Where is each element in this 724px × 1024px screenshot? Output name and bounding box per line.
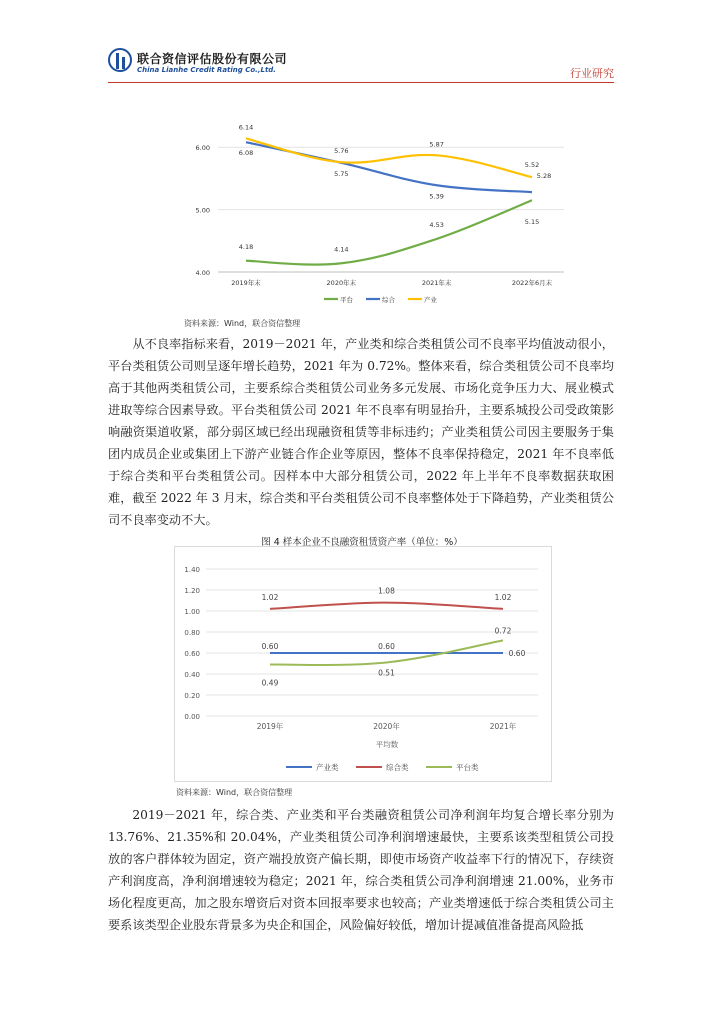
- y-tick-label: 5.00: [195, 206, 210, 215]
- chart1-source: 资料来源：Wind，联合资信整理: [184, 319, 301, 328]
- x-tick-label: 2021年: [489, 722, 517, 731]
- y-tick-label: 0.40: [184, 671, 200, 679]
- data-label: 0.60: [508, 649, 526, 658]
- y-tick-label: 0.60: [184, 650, 200, 658]
- y-tick-label: 6.00: [195, 144, 210, 153]
- x-tick-label: 2021年末: [421, 279, 452, 287]
- data-label: 5.76: [334, 147, 349, 156]
- data-label: 0.51: [378, 668, 395, 678]
- data-label: 4.18: [238, 242, 254, 251]
- data-label: 5.28: [536, 172, 552, 181]
- x-tick-label: 2020年: [373, 722, 400, 731]
- legend-label: 产业: [424, 296, 437, 304]
- data-label: 4.14: [334, 245, 349, 254]
- chart-nonperforming-trend: [174, 100, 574, 312]
- series-line-3: [246, 138, 532, 177]
- legend-label: 平台类: [456, 763, 479, 772]
- y-tick-label: 1.40: [184, 566, 200, 574]
- data-label: 6.08: [238, 149, 254, 158]
- section-tag: 行业研究: [570, 67, 614, 80]
- chart-nonperforming-ratio: [174, 546, 552, 782]
- data-label: 5.52: [524, 161, 540, 170]
- data-label: 5.39: [429, 192, 444, 201]
- data-label: 4.53: [429, 220, 444, 229]
- y-tick-label: 4.00: [195, 269, 210, 277]
- y-tick-label: 0.20: [184, 692, 200, 700]
- data-label: 6.14: [238, 123, 254, 132]
- figure-4-caption: 图 4 样本企业不良融资租赁资产率（单位：%）: [261, 537, 463, 548]
- legend-label: 产业类: [316, 763, 339, 772]
- y-tick-label: 1.00: [184, 608, 200, 616]
- data-label: 5.15: [524, 218, 540, 227]
- company-name-cn: 联合资信评估股份有限公司: [137, 52, 288, 66]
- y-tick-label: 1.20: [184, 587, 200, 595]
- data-label: 1.02: [261, 592, 279, 602]
- legend-label: 平台: [340, 296, 353, 304]
- data-label: 5.75: [334, 169, 349, 178]
- paragraph-1: 从不良率指标来看，2019－2021 年，产业类和综合类租赁公司不良率平均值波动很小，平台类租赁公司则呈逐年增长趋势，2021 年为 0.72%。整体来看，综合类租赁公司不良率均高于其他两类租赁公司，主要系综合类租赁公司业务多元发展、市场化竞争压力大、展业模式进取等综合因素导致。平台类租赁公司 2021 年不良率有明显抬升，主要系城投公司受政策影响融资渠道收紧，部分弱区域已经出现融资租赁等非标违约；产业类租赁公司因主要服务于集团内成员企业或集团上下游产业链合作企业等原因，整体不良率保持稳定，2021 年不良率低于综合类和平台类租赁公司。因样本中大部分租赁公司，2022 年上半年不良率数据获取困难，截至 2022 年 3 月末，综合类和平台类租赁公司不良率整体处于下降趋势，产业类租赁公司不良率变动不大。: [108, 337, 614, 527]
- company-name-en: China Lianhe Credit Rating Co.,Ltd.: [137, 66, 276, 74]
- data-label: 0.60: [378, 642, 395, 651]
- x-axis-title: 平均数: [375, 740, 399, 749]
- data-label: 0.60: [261, 642, 279, 651]
- header-divider: [108, 82, 614, 83]
- data-label: 1.08: [378, 586, 395, 596]
- x-tick-label: 2019年末: [231, 279, 261, 287]
- data-label: 0.49: [261, 678, 279, 688]
- paragraph-2: 2019－2021 年，综合类、产业类和平台类融资租赁公司净利润年均复合增长率分别为 13.76%、21.35%和 20.04%，产业类租赁公司净利润增速最快，主要系该类型租赁公司投放的客户群体较为固定，资产端投放资产偏长期，即使市场资产收益率下行的情况下，存续资产利润度高，净利润增速较为稳定；2021 年，综合类租赁公司净利润增速 21.00%，业务市场化程度更高，加之股东增资后对资本回报率要求也较高；产业类增速低于综合类租赁公司主要系该类型企业股东背景多为央企和国企，风险偏好较低，增加计提减值准备提高风险抵: [108, 808, 614, 932]
- series-line-2: [270, 603, 503, 609]
- y-tick-label: 0.00: [184, 713, 200, 721]
- page-header: [108, 48, 614, 80]
- data-label: 0.72: [494, 626, 512, 636]
- company-logo-icon: [108, 48, 132, 72]
- x-tick-label: 2019年: [256, 722, 284, 731]
- legend-label: 综合: [382, 296, 395, 304]
- chart2-source: 资料来源：Wind，联合资信整理: [176, 788, 293, 797]
- x-tick-label: 2022年6月末: [511, 279, 553, 287]
- data-label: 5.87: [429, 140, 444, 149]
- series-line-2: [246, 142, 532, 192]
- legend-label: 综合类: [386, 763, 409, 772]
- y-tick-label: 0.80: [184, 629, 200, 637]
- x-tick-label: 2020年末: [326, 279, 357, 287]
- data-label: 1.02: [494, 592, 512, 602]
